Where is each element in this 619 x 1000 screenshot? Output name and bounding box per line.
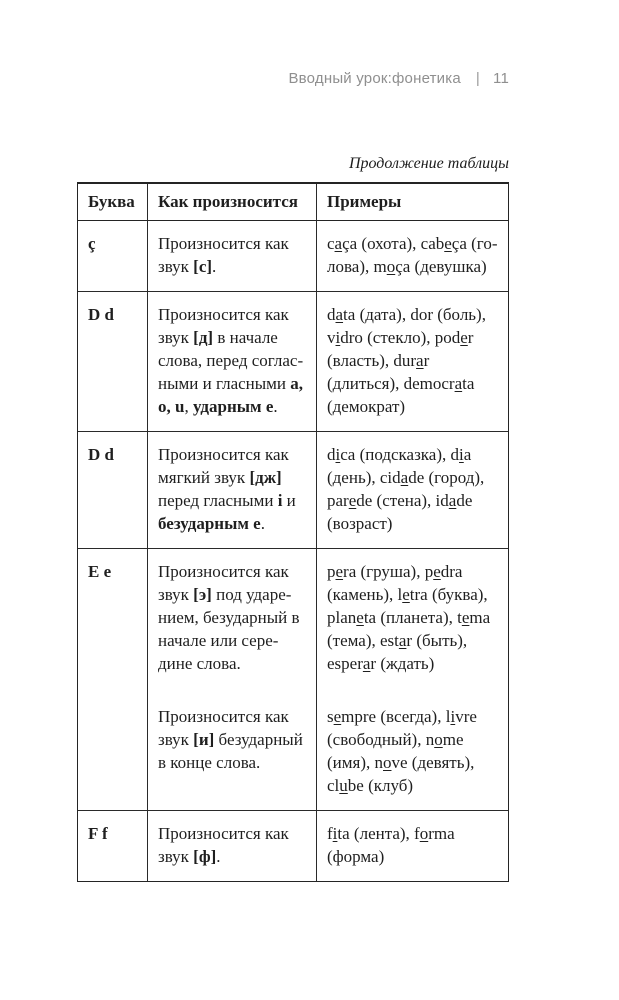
cell-examples (317, 688, 508, 811)
rich-text: Произносится как звук [д] в начале слова, перед согласными и гласными a, o, u, ударным e. (158, 305, 304, 416)
column-header-3: Примеры (317, 184, 508, 221)
rich-text: Произносится как звук [ф]. (158, 824, 289, 866)
rich-text: sempre (всегда), livre (свободный), nome (имя), nove (девять), clube (клуб) (327, 707, 477, 795)
rich-text: dica (подсказка), dia (день), cidade (город), parede (стена), idade (возраст) (327, 445, 485, 533)
rich-text: Произносится как звук [э] под ударением, безударный в начале или середине слова. (158, 562, 300, 673)
cell-letter: ç (78, 221, 148, 292)
cell-pronunciation (148, 292, 317, 432)
table-continuation-caption: Продолжение таблицы (348, 155, 509, 172)
running-header (77, 70, 509, 87)
rich-text: fita (лента), forma (форма) (327, 824, 455, 866)
cell-pronunciation (148, 432, 317, 549)
rich-text: caça (охота), cabeça (голова), moça (девушка) (327, 234, 498, 276)
column-header-2: Как произносится (148, 184, 317, 221)
cell-letter: E e (78, 549, 148, 811)
cell-pronunciation (148, 221, 317, 292)
cell-examples (317, 221, 508, 292)
rich-text: pera (груша), pedra (камень), letra (буква), planeta (планета), tema (тема), estar (быть), esperar (ждать) (327, 562, 491, 673)
header-separator: | (475, 70, 481, 87)
cell-letter: D d (78, 292, 148, 432)
cell-examples (317, 432, 508, 549)
cell-letter: F f (78, 811, 148, 881)
cell-examples (317, 292, 508, 432)
chapter-title: Вводный урок:фонетика (288, 70, 461, 87)
phonetics-table (77, 182, 509, 882)
cell-examples (317, 549, 508, 688)
cell-examples (317, 811, 508, 881)
cell-pronunciation (148, 549, 317, 688)
rich-text: data (дата), dor (боль), vidro (стекло), poder (власть), durar (длиться), democrata (демократ) (327, 305, 486, 416)
cell-letter: D d (78, 432, 148, 549)
cell-pronunciation (148, 688, 317, 811)
rich-text: Произносится как звук [и] безударный в конце слова. (158, 707, 303, 772)
rich-text: Произносится как звук [с]. (158, 234, 289, 276)
column-header-1: Буква (78, 184, 148, 221)
page-number: 11 (493, 70, 509, 87)
cell-pronunciation (148, 811, 317, 881)
rich-text: Произносится как мягкий звук [дж] перед гласными i и безударным e. (158, 445, 296, 533)
